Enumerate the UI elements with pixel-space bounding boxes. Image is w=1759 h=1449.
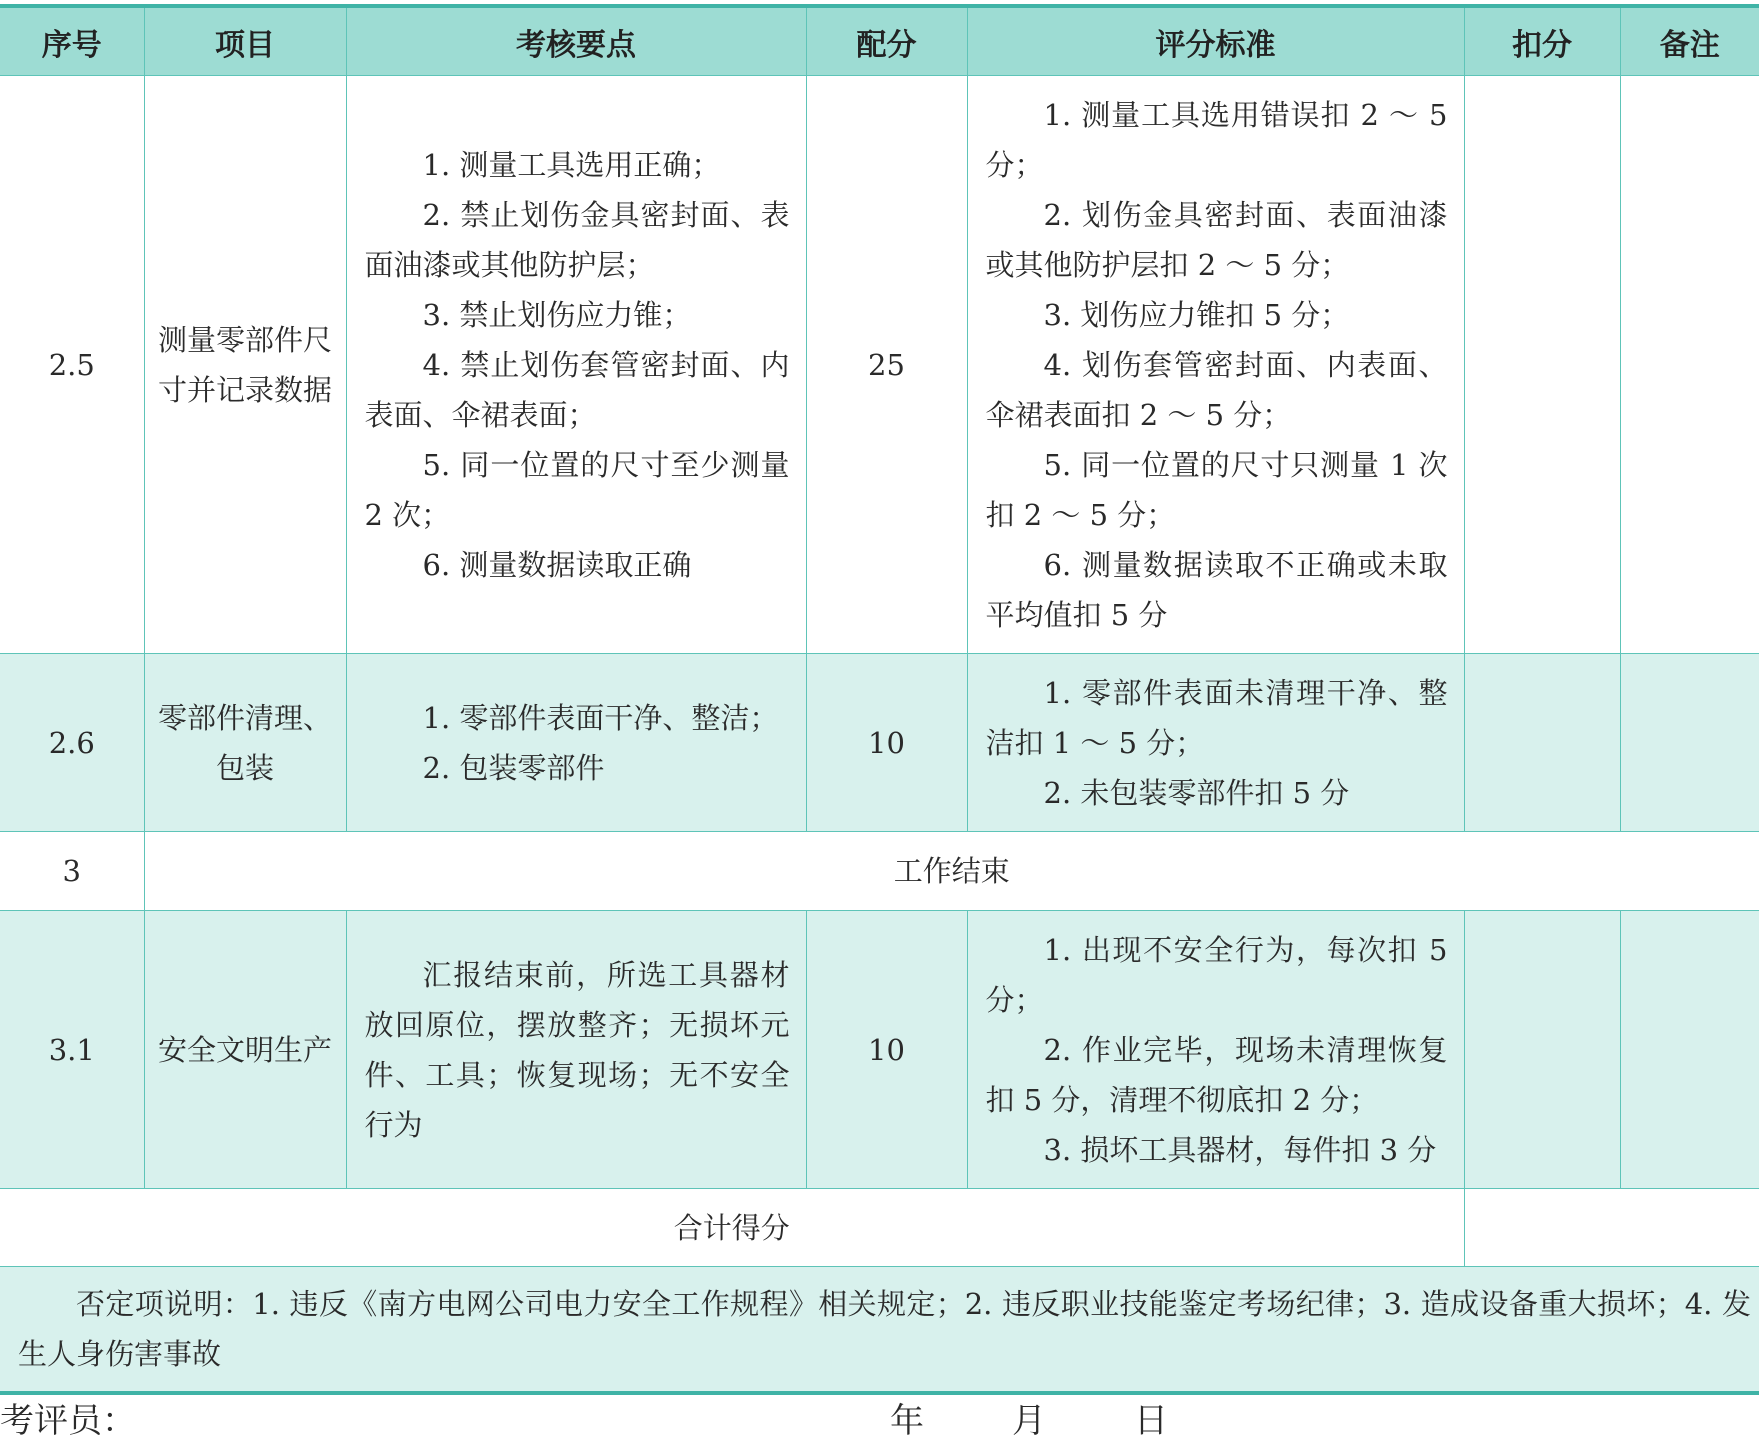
header-item: 项目 [144,6,346,76]
criteria-item: 5. 同一位置的尺寸只测量 1 次扣 2 ～ 5 分； [985,447,1448,532]
criteria-item: 1. 出现不安全行为，每次扣 5 分； [985,932,1448,1017]
row-no: 2.6 [0,654,144,832]
deduct-cell[interactable] [1464,911,1620,1189]
criteria-item: 2. 作业完毕，现场未清理恢复扣 5 分，清理不彻底扣 2 分； [985,1032,1448,1117]
date-fields [890,1398,1256,1444]
month-label: 月 [1012,1401,1046,1441]
deduct-cell[interactable] [1464,654,1620,832]
section-row [0,832,1759,911]
header-score: 配分 [806,6,967,76]
table-row [0,654,1759,832]
row-score: 25 [806,76,967,654]
row-points [346,911,806,1189]
header-remarks: 备注 [1620,6,1759,76]
scoring-table [0,4,1759,1395]
criteria-item: 1. 零部件表面未清理干净、整洁扣 1 ～ 5 分； [985,675,1448,760]
criteria-item: 3. 损坏工具器材，每件扣 3 分 [1043,1132,1437,1167]
point-item: 1. 测量工具选用正确； [422,147,721,182]
remarks-cell[interactable] [1620,654,1759,832]
day-label: 日 [1134,1401,1168,1441]
header-points: 考核要点 [346,6,806,76]
row-points [346,654,806,832]
criteria-item: 6. 测量数据读取不正确或未取平均值扣 5 分 [985,547,1448,632]
criteria-item: 2. 未包装零部件扣 5 分 [1043,775,1350,810]
point-item: 2. 禁止划伤金具密封面、表面油漆或其他防护层； [364,197,790,282]
table-header-row [0,6,1759,76]
table-row [0,911,1759,1189]
veto-note: 否定项说明：1. 违反《南方电网公司电力安全工作规程》相关规定；2. 违反职业技能鉴定考场纪律；3. 造成设备重大损坏；4. 发生人身伤害事故 [18,1287,1751,1371]
row-score: 10 [806,911,967,1189]
table-row [0,76,1759,654]
row-criteria [967,654,1464,832]
point-item: 4. 禁止划伤套管密封面、内表面、伞裙表面； [364,347,790,432]
total-row [0,1189,1759,1267]
examiner-label: 考评员： [0,1401,136,1441]
row-no: 3 [0,832,144,911]
row-no: 2.5 [0,76,144,654]
deduct-cell[interactable] [1464,76,1620,654]
criteria-item: 2. 划伤金具密封面、表面油漆或其他防护层扣 2 ～ 5 分； [985,197,1448,282]
header-no: 序号 [0,6,144,76]
total-score-cell[interactable] [1464,1189,1759,1267]
point-item: 1. 零部件表面干净、整洁； [422,700,779,735]
point-item: 6. 测量数据读取正确 [422,547,692,582]
row-criteria [967,911,1464,1189]
row-criteria [967,76,1464,654]
criteria-item: 4. 划伤套管密封面、内表面、伞裙表面扣 2 ～ 5 分； [985,347,1448,432]
criteria-item: 3. 划伤应力锥扣 5 分； [1043,297,1350,332]
signature-line [0,1398,1759,1444]
row-item: 安全文明生产 [144,911,346,1189]
row-points [346,76,806,654]
criteria-item: 1. 测量工具选用错误扣 2 ～ 5 分； [985,97,1448,182]
note-row [0,1267,1759,1394]
remarks-cell[interactable] [1620,911,1759,1189]
remarks-cell[interactable] [1620,76,1759,654]
row-item: 零部件清理、包装 [144,654,346,832]
row-item: 测量零部件尺寸并记录数据 [144,76,346,654]
year-label: 年 [890,1401,924,1441]
veto-note-cell [0,1267,1759,1394]
point-item: 5. 同一位置的尺寸至少测量 2 次； [364,447,790,532]
point-item: 汇报结束前，所选工具器材放回原位，摆放整齐；无损坏元件、工具；恢复现场；无不安全行为 [364,957,790,1142]
row-no: 3.1 [0,911,144,1189]
row-score: 10 [806,654,967,832]
point-item: 3. 禁止划伤应力锥； [422,297,692,332]
total-label: 合计得分 [0,1189,1464,1267]
point-item: 2. 包装零部件 [422,750,605,785]
header-deduct: 扣分 [1464,6,1620,76]
section-title: 工作结束 [144,832,1759,911]
header-criteria: 评分标准 [967,6,1464,76]
